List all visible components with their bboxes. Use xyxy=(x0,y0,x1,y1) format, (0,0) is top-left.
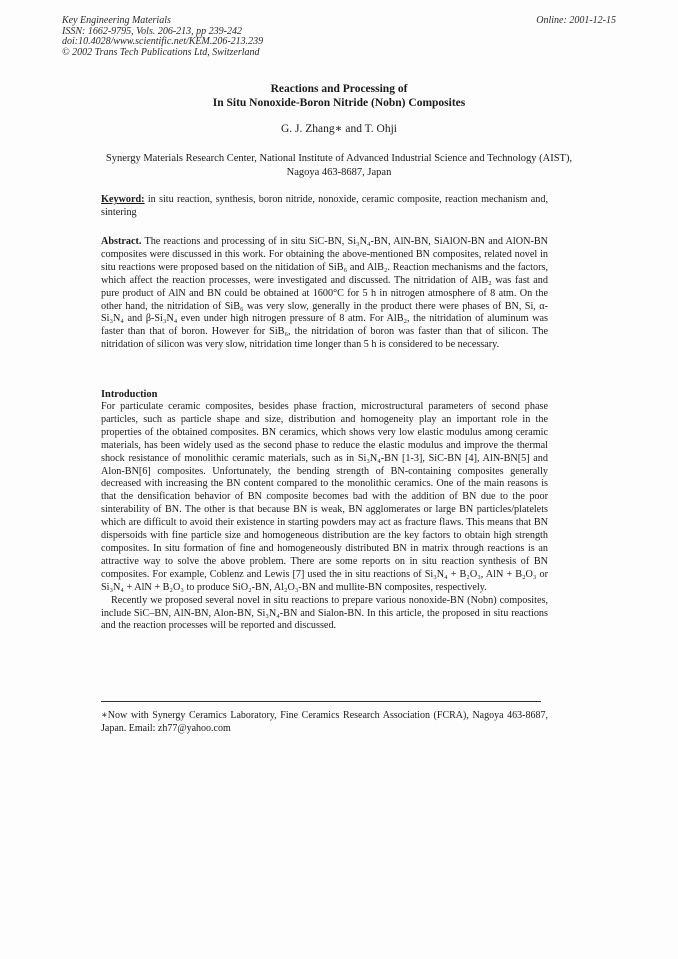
journal-name: Key Engineering Materials xyxy=(62,15,171,26)
footnote-divider xyxy=(101,701,541,702)
abstract-section xyxy=(101,236,548,352)
affiliation: Synergy Materials Research Center, National Institute of Advanced Industrial Science and Technology (AIST), Nagoya 463-8687, Japan xyxy=(105,153,573,178)
paper-title xyxy=(60,82,618,110)
abstract-text: The reactions and processing of in situ SiC-BN, Si₃N₄-BN, AlN-BN, SiAlON-BN and AlON-BN composites were discussed in this work. For obtaining the above-mentioned BN composites, related novel in situ reactions were proposed based on the nitidation of SiB₆ and AlB₂. Reaction mechanisms and the factors, which affect the reaction processes, were investigated and discussed. The nitridation of AlB₂ was fast and pure product of AlN and BN could be obtained at 1600°C for 5 h in nitrogen atmosphere of 8 atm. On the other hand, the nitridation of SiB₆ was very slow, generally in the product there were phases of BN, Si, α-Si₃N₄ and β-Si₃N₄ even under high nitrogen pressure of 8 atm. For AlB₂, the nitridation of aluminum was faster than that of boron. However for SiB₆, the nitridation of boron was faster than that of silicon. The nitridation of silicon was very slow, nitridation time longer than 5 h is considered to be necessary. xyxy=(101,236,548,351)
introduction-heading: Introduction xyxy=(101,389,158,400)
online-date: Online: 2001-12-15 xyxy=(536,15,616,26)
introduction-paragraph-1: For particulate ceramic composites, besides phase fraction, microstructural parameters of second phase particles, such as particle shape and size, distribution and homogeneity play an important role in the properties of the obtained composites. BN ceramics, which shows very low elastic modulus among ceramic materials, has been widely used as the second phase to reduce the elastic modulus and improve the thermal shock resistance of monolithic ceramic materials, such as in Si₃N₄-BN [1-3], SiC-BN [4], AlN-BN[5] and Alon-BN[6] composites. Unfortunately, the bending strength of BN-containing composites generally decreased with increasing the BN content compared to the monolithic ceramics. One of the main reasons is that the densification behavior of BN composite becomes bad with the addition of BN due to the poor sinterability of BN. The other is that because BN is weak, BN agglomerates or large BN particles/platelets which are difficult to avoid their existence in starting powders may act as fracture flaws. This means that BN dispersoids with fine particle size and homogeneous distribution are the key factors to obtain high strength composites. In situ formation of fine and homogeneously distributed BN in matrix through reactions is an attractive way to solve the above problem. There are some reports on in situ reaction synthesis of BN composites. For example, Coblenz and Lewis [7] used the in situ reactions of Si₃N₄ + B₂O₃, AlN + B₂O₃ or Si₃N₄ + AlN + B₂O₃ to produce SiO₂-BN, Al₂O₃-BN and mullite-BN composites, respectively. xyxy=(101,401,548,593)
abstract-label: Abstract. xyxy=(101,236,142,247)
footnote: ∗Now with Synergy Ceramics Laboratory, Fine Ceramics Research Association (FCRA), Nagoya 463-8687, Japan. Email: zh77@yahoo.com xyxy=(101,710,548,734)
keywords-text: in situ reaction, synthesis, boron nitride, nonoxide, ceramic composite, reaction mechanism and, sintering xyxy=(101,194,548,218)
copyright-line: © 2002 Trans Tech Publications Ltd, Switzerland xyxy=(62,46,260,58)
title-line-2: In Situ Nonoxide-Boron Nitride (Nobn) Composites xyxy=(212,97,466,109)
authors: G. J. Zhang∗ and T. Ohji xyxy=(281,123,397,135)
title-line-1: Reactions and Processing of xyxy=(270,83,408,95)
issn-line: ISSN: 1662-9795, Vols. 206-213, pp 239-242 xyxy=(62,25,242,37)
doi-link[interactable]: doi:10.4028/www.scientific.net/KEM.206-213.239 xyxy=(62,36,264,47)
introduction-paragraph-2: Recently we proposed several novel in situ reactions to prepare various nonoxide-BN (Nobn) composites, include SiC–BN, AlN-BN, Alon-BN, Si₃N₄-BN and Sialon-BN. In this article, the proposed in situ reactions and the reaction processes will be reported and discussed. xyxy=(101,594,548,632)
introduction-section xyxy=(101,401,548,633)
journal-header xyxy=(62,16,263,58)
keywords-label: Keyword: xyxy=(101,194,145,205)
keywords-section xyxy=(101,194,548,220)
